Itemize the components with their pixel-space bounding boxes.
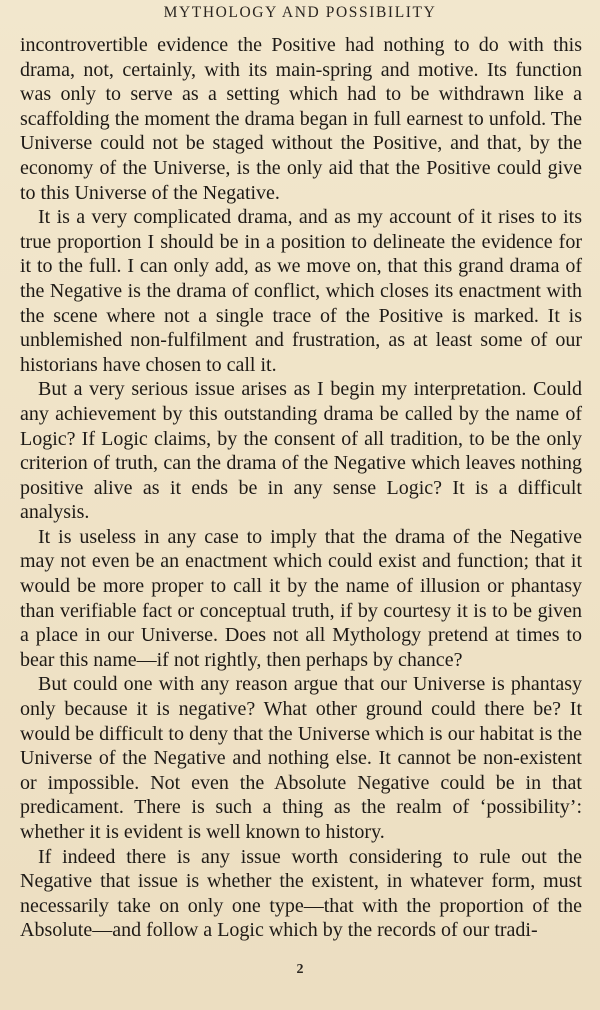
paragraph-4: It is useless in any case to imply that the drama of the Negative may not even be an enactment which could exist and function; that it would be more proper to call it by the name of illusion or phantasy than verifiable fact or conceptual truth, if by courtesy it is to be given a place in our Universe. Does not all Mythology pretend at times to bear this name—if not rightly, then perhaps by chance? [20, 525, 582, 671]
paragraph-2: It is a very complicated drama, and as my account of it rises to its true proportion I should be in a position to delineate the evidence for it to the full. I can only add, as we move on, that this grand drama of the Negative is the drama of conflict, which closes its enactment with the scene where not a single trace of the Positive is marked. It is unblemished non-fulfilment and frustration, as at least some of our historians have chosen to call it. [20, 206, 582, 376]
page-number: 2 [296, 962, 304, 977]
paragraph-6: If indeed there is any issue worth considering to rule out the Negative that issue is whether the existent, in whatever form, must necessarily take on only one type—that with the proportion of the Absolute—and follow a Logic which by the records of our tradi- [20, 845, 582, 942]
paragraph-5: But could one with any reason argue that our Universe is phantasy only because it is negative? What other ground could there be? It would be difficult to deny that the Universe which is our habitat is the Universe of the Negative and nothing else. It cannot be non-existent or impossible. Not even the Absolute Negative could be in that predicament. There is such a thing as the realm of ‘possibility’: whether it is evident is well known to history. [20, 673, 582, 843]
paragraph-3: But a very serious issue arises as I begin my interpretation. Could any achievement by this outstanding drama be called by the name of Logic? If Logic claims, by the consent of all tradition, to be the only criterion of truth, can the drama of the Negative which leaves nothing positive alive as it ends be in any sense Logic? It is a difficult analysis. [20, 378, 582, 524]
paragraph-1: incontrovertible evidence the Positive had nothing to do with this drama, not, certainly, with its main-spring and motive. Its function was only to serve as a setting which had to be withdrawn like a scaffolding the moment the drama began in full earnest to unfold. The Universe could not be staged without the Positive, and that, by the economy of the Universe, is the only aid that the Positive could give to this Universe of the Negative. [20, 34, 582, 204]
running-head: MYTHOLOGY AND POSSIBILITY [163, 4, 437, 21]
body-text [20, 33, 582, 943]
